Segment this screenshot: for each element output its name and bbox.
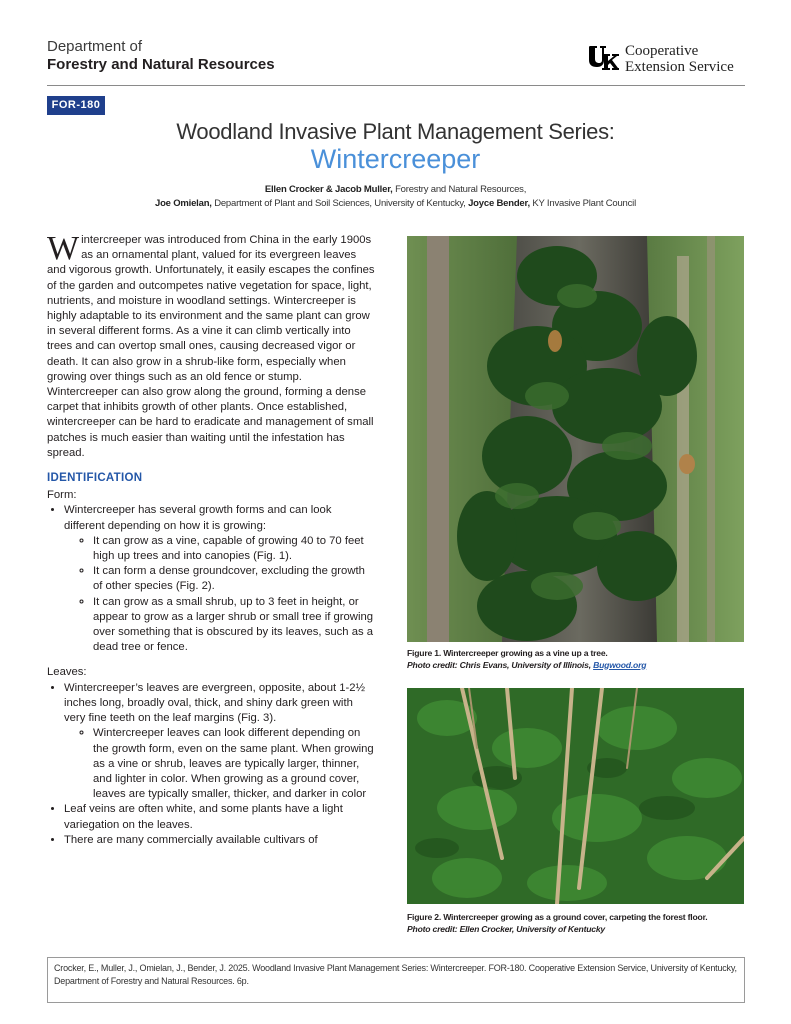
drop-cap: W — [47, 230, 80, 267]
page-title: Wintercreeper — [310, 144, 481, 174]
leaves-bullet-text: Wintercreeper’s leaves are evergreen, opposite, about 1-2½ inches long, broadly oval, thick, and shiny dark green with very fine teeth on the leaf margins (Fig. 3). — [64, 681, 366, 725]
groundcover-image — [407, 688, 744, 904]
figure-1-credit-line — [407, 660, 744, 672]
uk-logo-icon — [589, 44, 619, 72]
figure-2-title: Figure 2. Wintercreeper growing as a ground cover, carpeting the forest floor. — [407, 912, 708, 922]
figure-2-credit: Photo credit: Ellen Crocker, University of Kentucky — [407, 923, 606, 934]
intro-paragraph — [47, 230, 375, 461]
leaves-sublist — [64, 726, 375, 802]
form-sublist — [64, 534, 375, 656]
publication-number-badge: FOR-180 — [47, 96, 105, 115]
authors-line-1 — [0, 184, 791, 195]
list-item: ◦ It can form a dense groundcover, excluding the growth of other species (Fig. 2). — [93, 564, 375, 594]
author-name: Joyce Bender, — [468, 198, 530, 209]
list-item — [64, 503, 375, 655]
author-name: Joe Omielan, — [155, 198, 212, 209]
list-item — [64, 681, 375, 803]
figure-1-title: Figure 1. Wintercreeper growing as a vine up a tree. — [407, 648, 608, 658]
form-bullet-text: Wintercreeper has several growth forms and can look different depending on how it is growing: — [64, 504, 332, 532]
form-list — [47, 503, 375, 655]
intro-text: intercreeper was introduced from China in the early 1900s as an ornamental plant, valued for its evergreen leaves and vigorous growth. Unfortunately, it easily escapes the confines of the garden and outcompetes native vegetation for space, light, nutrients, and moisture in woodland settings. Wintercreeper is highly adaptable to its environment and the same plant can grow in several different forms. As a vine it can climb vertically into trees and can overtop small ones, causing decreased vigor or death. It can also grow in a shrub-like form, especially when growing over things such as an old fence or stump. Wintercreeper can also grow along the ground, forming a dense carpet that inhibits growth of other plants. Once established, wintercreeper can be hard to eradicate and management of small patches is much easier than waiting until the infestation has spread. — [47, 234, 375, 459]
leaves-label: Leaves: — [47, 666, 87, 679]
figure-1-caption — [407, 648, 744, 671]
author-affiliation: Department of Plant and Soil Sciences, University of Kentucky, — [214, 198, 466, 209]
series-title: Woodland Invasive Plant Management Series: — [176, 119, 615, 144]
list-item: ◦ It can grow as a vine, capable of growing 40 to 70 feet high up trees and into canopies (Fig. 1). — [93, 534, 375, 564]
figure-2-caption — [407, 912, 744, 935]
ces-line1: Cooperative — [625, 43, 699, 59]
vine-on-tree-image — [407, 236, 744, 642]
authors-line-2 — [0, 198, 791, 209]
list-item: ◦ Wintercreeper leaves can look different depending on the growth form, even on the same plant. When growing as a vine or shrub, leaves are typically larger, thinner, and lighter in color. When growing as a ground cover, leaves are typically smaller, thicker, and darker in color — [93, 726, 375, 802]
list-item: • There are many commercially available cultivars of — [64, 833, 375, 848]
header-divider — [47, 85, 745, 86]
leaves-list — [47, 681, 375, 848]
author-names: Ellen Crocker & Jacob Muller, — [264, 184, 393, 195]
ces-line2: Extension Service — [625, 59, 734, 75]
department-name: Forestry and Natural Resources — [47, 56, 275, 73]
list-item: • Leaf veins are often white, and some plants have a light variegation on the leaves. — [64, 802, 375, 832]
department-label: Department of — [47, 38, 143, 55]
figure-1-photo — [407, 236, 744, 642]
form-label: Form: — [47, 489, 77, 502]
section-heading-identification: IDENTIFICATION — [47, 472, 143, 485]
figure-2-photo — [407, 688, 744, 904]
author-affiliation: KY Invasive Plant Council — [532, 198, 636, 209]
list-item: ◦ It can grow as a small shrub, up to 3 feet in height, or appear to grow as a larger shrub or small tree if growing over something that is obscured by its leaves, such as a dead tree or fence. — [93, 595, 375, 656]
extension-service-logotype — [625, 43, 734, 75]
author-affiliation: Forestry and Natural Resources, — [395, 184, 527, 195]
citation-box: Crocker, E., Muller, J., Omielan, J., Bender, J. 2025. Woodland Invasive Plant Management Series: Wintercreeper. FOR-180. Cooperative Extension Service, University of Kentucky, Department of Forestry and Natural Resources. 6p. — [47, 957, 745, 1003]
bugwood-link[interactable]: Bugwood.org — [593, 659, 647, 670]
body-text-column — [47, 230, 375, 848]
figure-1-credit: Photo credit: Chris Evans, University of Illinois, — [407, 659, 591, 670]
